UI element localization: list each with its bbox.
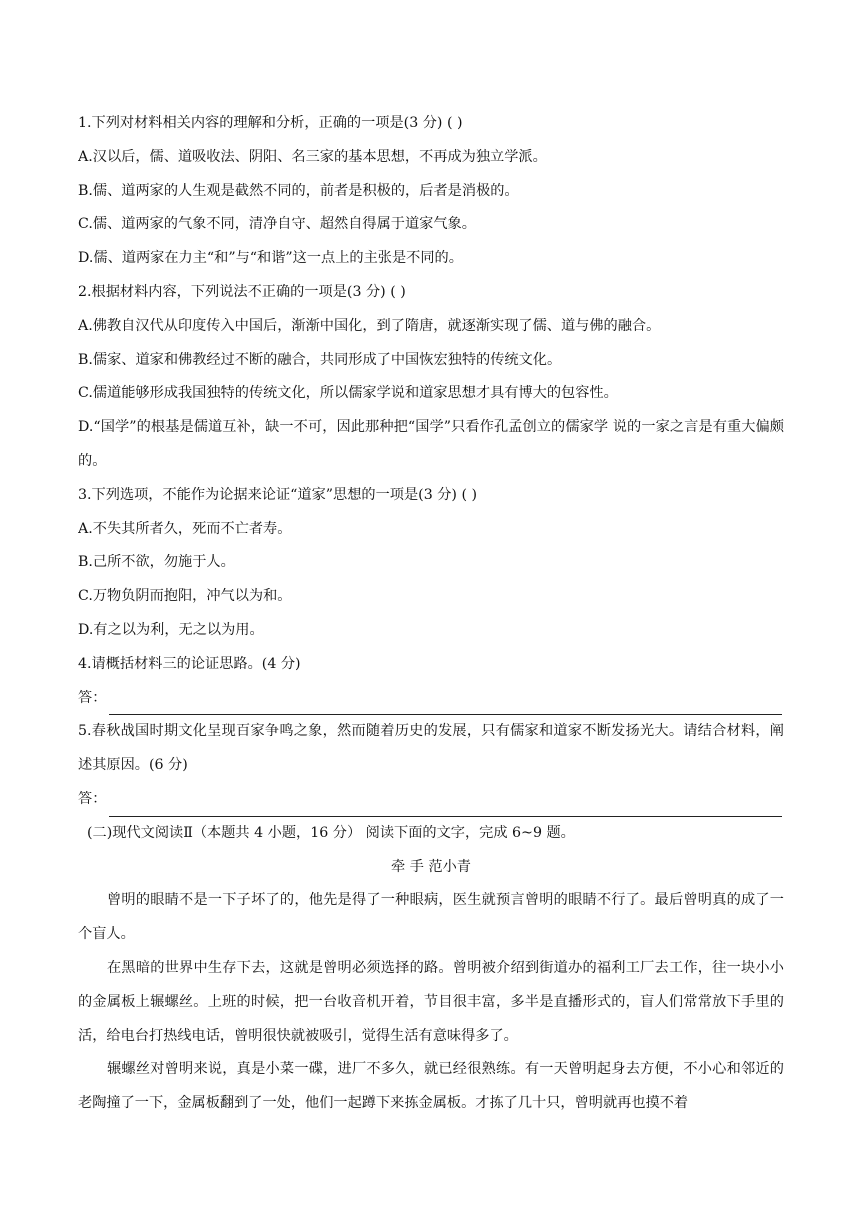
answer-label: 答： [78, 689, 107, 706]
passage-paragraph: 在黑暗的世界中生存下去，这就是曾明必须选择的路。曾明被介绍到街道办的福利工厂去工作，往一块小小的金属板上辗螺丝。上班的时候，把一台收音机开着，节目很丰富，多半是直播形式的，盲人们常常放下手里的活，给电台打热线电话，曾明很快就被吸引，觉得生活有意味得多了。 [78, 959, 784, 1044]
answer-label: 答： [78, 790, 107, 807]
question-5-stem: 5.春秋战国时期文化呈现百家争鸣之象，然而随着历史的发展，只有儒家和道家不断发扬光大。请结合材料，阐述其原因。(6 分) [78, 723, 784, 774]
question-3-option-c: C.万物负阴而抱阳，冲气以为和。 [78, 588, 292, 605]
exam-page [78, 107, 784, 1121]
question-3-option-d: D.有之以为利，无之以为用。 [78, 621, 264, 638]
question-5-answer-row [78, 783, 784, 817]
question-2-option-b: B.儒家、道家和佛教经过不断的融合，共同形成了中国恢宏独特的传统文化。 [78, 351, 562, 368]
passage-paragraph: 曾明的眼睛不是一下子坏了的，他先是得了一种眼病，医生就预言曾明的眼睛不行了。最后曾明真的成了一个盲人。 [78, 892, 784, 943]
question-2-stem: 2.根据材料内容，下列说法不正确的一项是(3 分) ( ) [78, 283, 406, 300]
answer-blank[interactable] [109, 692, 782, 715]
passage-title: 牵 手 范小青 [391, 858, 471, 875]
question-1-option-b: B.儒、道两家的人生观是截然不同的，前者是积极的，后者是消极的。 [78, 182, 519, 199]
question-3-option-a: A.不失其所者久，死而不亡者寿。 [78, 520, 292, 537]
question-3-option-b: B.己所不欲，勿施于人。 [78, 554, 235, 571]
question-1-option-a: A.汉以后，儒、道吸收法、阴阳、名三家的基本思想，不再成为独立学派。 [78, 148, 547, 165]
question-2-option-a: A.佛教自汉代从印度传入中国后，渐渐中国化，到了隋唐，就逐渐实现了儒、道与佛的融合。 [78, 317, 661, 334]
answer-blank[interactable] [109, 794, 782, 817]
question-1-option-c: C.儒、道两家的气象不同，清净自守、超然自得属于道家气象。 [78, 216, 476, 233]
question-2-option-d: D.“国学”的根基是儒道互补，缺一不可，因此那种把“国学”只看作孔孟创立的儒家学 说的一家之言是有重大偏颇的。 [78, 419, 784, 469]
passage-paragraph: 辗螺丝对曾明来说，真是小菜一碟，进厂不多久，就已经很熟练。有一天曾明起身去方便，不小心和邻近的老陶撞了一下，金属板翻到了一处，他们一起蹲下来拣金属板。才拣了几十只，曾明就再也摸不着 [78, 1061, 784, 1112]
question-4-answer-row [78, 682, 784, 716]
question-2-option-c: C.儒道能够形成我国独特的传统文化，所以儒家学说和道家思想才具有博大的包容性。 [78, 385, 618, 402]
question-1-stem: 1.下列对材料相关内容的理解和分析，正确的一项是(3 分) ( ) [78, 115, 463, 131]
question-4-stem: 4.请概括材料三的论证思路。(4 分) [78, 655, 301, 672]
question-3-stem: 3.下列选项，不能作为论据来论证“道家”思想的一项是(3 分) ( ) [78, 486, 478, 503]
section-heading: (二)现代文阅读Ⅱ（本题共 4 小题，16 分） 阅读下面的文字，完成 6~9 题。 [87, 824, 575, 841]
question-1-option-d: D.儒、道两家在力主“和”与“和谐”这一点上的主张是不同的。 [78, 250, 463, 267]
